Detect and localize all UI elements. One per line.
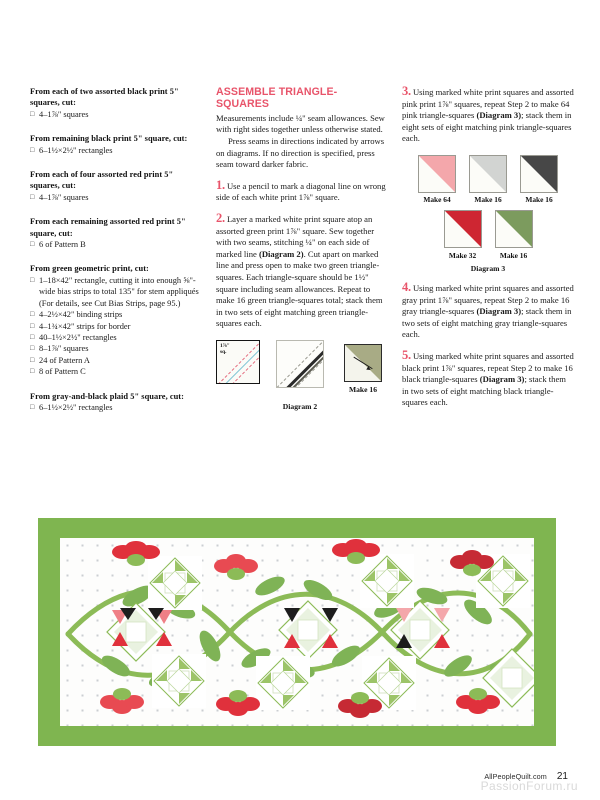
step-text-part-a: Layer a marked white print square atop an assorted green print 1⅞" square. Sew together with two seams, stitching ¼" on each side of marked line xyxy=(216,213,375,259)
intro-paragraph-2: Press seams in directions indicated by arrows on diagrams. If no direction is specified, press seam toward darker fabric. xyxy=(216,136,385,170)
triangle-square-swatch xyxy=(495,210,533,260)
step-2 xyxy=(216,210,388,330)
cut-item: □ 6 of Pattern B xyxy=(30,239,202,250)
website-credit: AllPeopleQuilt.com xyxy=(484,772,547,781)
step-text-part-b: ; stack them in eight sets of eight matching pink triangle-squares each. xyxy=(402,110,572,144)
step-text-part-a: Using marked white print squares and assorted gray print 1⅞" squares, repeat Step 2 to make 16 gray triangle-squares xyxy=(402,282,574,317)
triangle-square-swatch xyxy=(469,155,507,205)
intro-paragraph-1: Measurements include ¼" seam allowances. Sew with right sides together unless otherwise stated. xyxy=(216,112,385,135)
step-number: 3. xyxy=(402,84,411,98)
cut-item: □ 4–1⅞" squares xyxy=(30,192,202,203)
step-text-part-a: Using marked white print squares and assorted pink print 1⅞" squares, repeat Step 2 to make 64 pink triangle-squares xyxy=(402,87,574,121)
cut-item: □ 4–2½×42" binding strips xyxy=(30,309,202,320)
cut-group-heading: From green geometric print, cut: xyxy=(30,264,149,274)
triangle-fill xyxy=(419,156,455,192)
triangle-square-swatch xyxy=(418,155,456,205)
cut-group xyxy=(30,391,202,414)
diagram-2-marked-square-figure xyxy=(216,340,260,384)
triangle-fill xyxy=(496,211,532,247)
green-triangle-square xyxy=(344,344,382,382)
cut-item: □ 4–1⅞" squares xyxy=(30,109,202,120)
column-steps xyxy=(402,86,574,426)
quilt-blocks-and-appliques xyxy=(60,538,534,726)
cut-item: □ 6–1½×2½" rectangles xyxy=(30,402,202,413)
cut-item: □ 40–1½×2½" rectangles xyxy=(30,332,202,343)
diagram-reference: (Diagram 3) xyxy=(479,374,525,385)
make-label: Make 16 xyxy=(525,195,553,205)
step-5 xyxy=(402,347,574,409)
cut-group xyxy=(30,86,202,120)
diagram-3-row-2 xyxy=(402,210,574,260)
cut-item-list xyxy=(30,109,202,120)
cut-item-list xyxy=(30,192,202,203)
diagram-2 xyxy=(216,340,388,416)
triangle-fill xyxy=(445,211,481,247)
make-label: Make 32 xyxy=(448,250,477,260)
diagram-reference: (Diagram 3) xyxy=(476,306,522,317)
square-size-line-1: 1⅞" xyxy=(220,342,230,349)
cut-item-list xyxy=(30,239,202,250)
cut-item: □ 4–1¾×42" strips for border xyxy=(30,321,202,332)
cut-item: □ 24 of Pattern A xyxy=(30,355,202,366)
make-label: Make 16 xyxy=(348,384,378,394)
marked-square-illustration xyxy=(216,340,260,384)
triangle-square-swatch xyxy=(520,155,558,205)
step-4 xyxy=(402,279,574,341)
column-assemble xyxy=(216,86,388,426)
cut-group xyxy=(30,133,202,156)
cut-group-heading: From remaining black print 5" square, cut: xyxy=(30,134,188,144)
step-1 xyxy=(216,177,388,204)
step-text: Use a pencil to mark a diagonal line on wrong side of each white print 1⅞" square. xyxy=(216,180,386,203)
triangle-fill xyxy=(470,156,506,192)
cut-group xyxy=(30,169,202,203)
cut-item-list xyxy=(30,275,202,378)
step-number: 5. xyxy=(402,347,411,362)
square-size-line-2: sq. xyxy=(220,348,227,355)
make-label: Make 16 xyxy=(474,195,502,205)
page-number: 21 xyxy=(556,771,568,782)
section-title: ASSEMBLE TRIANGLE-SQUARES xyxy=(216,86,338,111)
make-label: Make 16 xyxy=(499,250,528,260)
cut-item: □ 8 of Pattern C xyxy=(30,366,202,377)
cut-group xyxy=(30,216,202,250)
diagram-reference: (Diagram 3) xyxy=(476,110,522,121)
cut-group-heading: From each of four assorted red print 5" squares, cut: xyxy=(30,170,174,191)
article-columns xyxy=(30,86,574,426)
diagram-reference: (Diagram 2) xyxy=(258,248,304,259)
quilt-photograph xyxy=(38,518,556,746)
step-text-part-a: Using marked white print squares and assorted black print 1⅞" squares, repeat Step 2 to make 16 black triangle-squares xyxy=(402,350,574,385)
column-cutting-list xyxy=(30,86,202,426)
make-label: Make 64 xyxy=(423,195,451,205)
cut-item: □ 1–18×42" rectangle, cutting it into enough ⅝"-wide bias strips to total 135" for stem appliqués (For details, see Cut Bias Strips, page 95.) xyxy=(30,275,202,309)
watermark: PassionForum.ru xyxy=(480,779,578,793)
step-text-part-b: . Cut apart on marked line and press open to make two green triangle-squares. Each triangle-square should be 1½" square including seam allowances. Repeat to make 16 green triangle-squares total; stack them in two sets of eight matching green triangle-squares each. xyxy=(216,248,383,329)
green-triangle-square xyxy=(495,210,533,248)
step-number: 4. xyxy=(402,279,411,294)
diagram-2-sewn-square-figure xyxy=(276,340,324,388)
gray-triangle-square xyxy=(469,155,507,193)
red-triangle-square xyxy=(444,210,482,248)
quilt-center-field xyxy=(60,538,534,726)
step-text-part-b: ; stack them in two sets of eight matching gray triangle-squares each. xyxy=(402,306,572,340)
diagram-3-caption: Diagram 3 xyxy=(470,263,506,273)
cut-group xyxy=(30,263,202,377)
diagram-2-caption: Diagram 2 xyxy=(282,401,318,411)
step-text-part-b: ; stack them in two sets of eight matching black triangle-squares each. xyxy=(402,374,566,408)
sewn-square-illustration xyxy=(276,340,324,388)
cut-item-list xyxy=(30,402,202,413)
triangle-fill xyxy=(521,156,557,192)
triangle-square-swatch xyxy=(444,210,482,260)
diagram-2-triangle-square-figure xyxy=(344,344,382,395)
pink-triangle-square xyxy=(418,155,456,193)
diagram-3-row-1 xyxy=(402,155,574,205)
diagram-3 xyxy=(402,155,574,273)
step-number: 2. xyxy=(216,210,225,225)
step-3 xyxy=(402,86,574,145)
cut-item: □ 6–1½×2½" rectangles xyxy=(30,145,202,156)
cut-group-heading: From each remaining assorted red print 5" square, cut: xyxy=(30,217,186,238)
square-size-label xyxy=(220,343,230,355)
black-triangle-square xyxy=(520,155,558,193)
cut-item: □ 8–1⅞" squares xyxy=(30,343,202,354)
cut-group-heading: From each of two assorted black print 5" squares, cut: xyxy=(30,87,179,108)
cut-group-heading: From gray-and-black plaid 5" square, cut: xyxy=(30,391,184,401)
step-number: 1. xyxy=(216,177,225,192)
cut-item-list xyxy=(30,145,202,156)
